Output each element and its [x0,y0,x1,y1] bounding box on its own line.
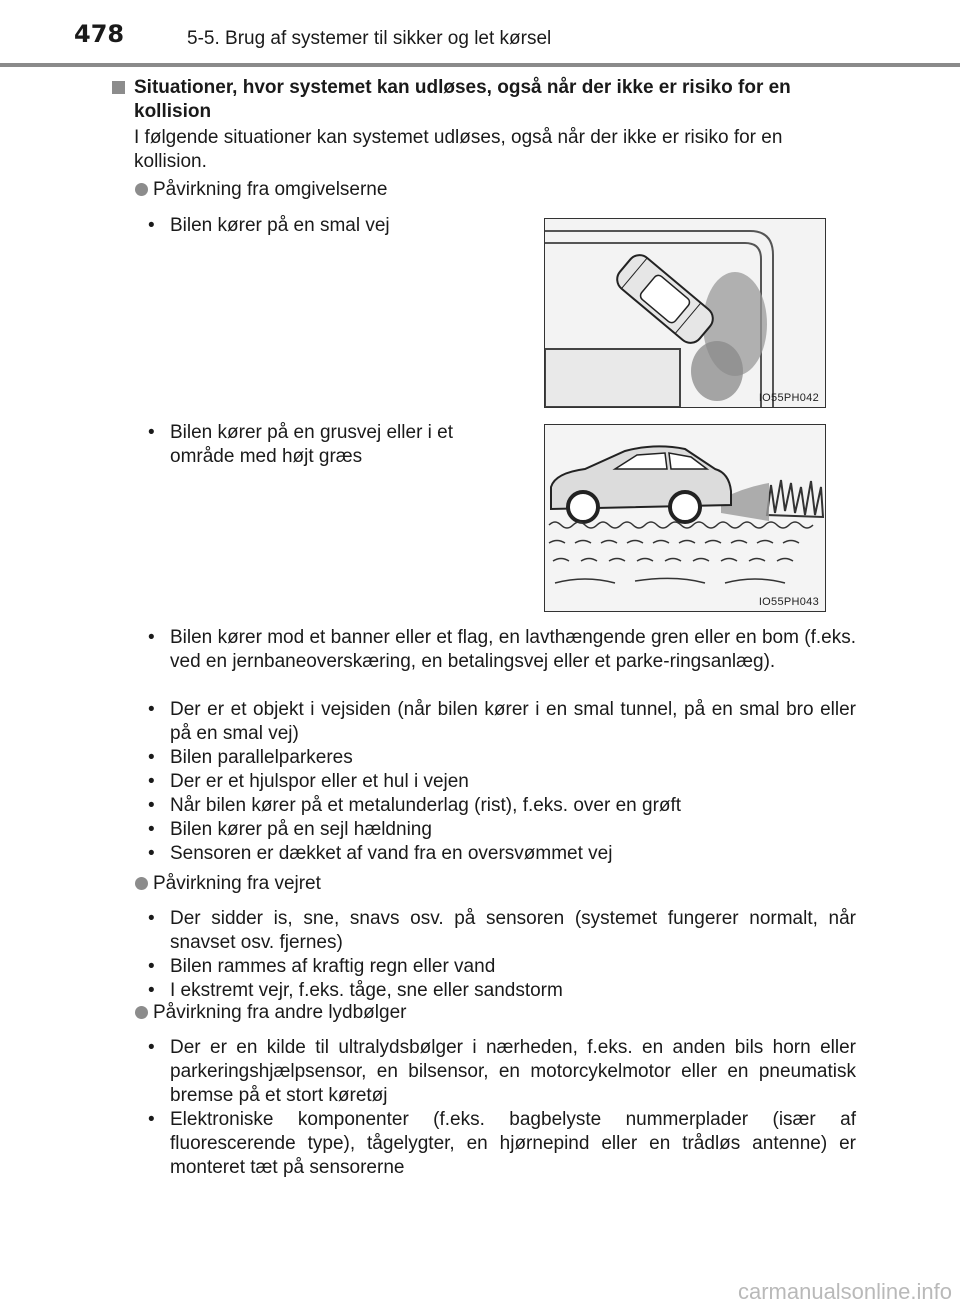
list-bullet: • [148,422,155,443]
list-bullet: • [148,1109,155,1130]
circle-bullet-icon [135,877,148,890]
list-bullet: • [148,771,155,792]
list-item-text: Der er et hjulspor eller et hul i vejen [170,771,469,792]
weather-item-list [148,907,858,1003]
list-item [148,770,858,794]
list-item-text: Der er et objekt i vejsiden (når bilen kører i en smal tunnel, på en smal bro eller på en smal vej) [170,699,856,744]
list-item [148,698,858,746]
list-item [148,1036,858,1108]
figure-code: IO55PH042 [758,392,819,404]
category-sound-label: Påvirkning fra andre lydbølger [153,1002,407,1023]
figure-narrow-road [544,218,826,408]
figure-code: IO55PH043 [758,596,819,608]
gravel-road-illustration [545,425,825,611]
list-bullet: • [148,908,155,929]
list-item-text: Bilen kører mod et banner eller et flag, en lavthængende gren eller en bom (f.eks. ved en jernbaneoverskæring, en betalingsvej eller et parke-ringsanlæg). [170,627,856,672]
list-bullet: • [148,956,155,977]
list-bullet: • [148,215,155,236]
list-item-text: Bilen kører på en sejl hældning [170,819,432,840]
figure-item-gravel-road: Bilen kører på en grusvej eller i et område med højt græs [170,422,454,467]
list-item [148,1108,858,1180]
category-environment-label: Påvirkning fra omgivelserne [153,179,388,200]
list-item [148,626,858,698]
list-bullet: • [148,819,155,840]
list-item-text: Der er en kilde til ultralydsbølger i nærheden, f.eks. en anden bils horn eller parkeringshjælpsensor, en bilsensor, en motorcykelmotor eller en pneumatisk bremse på et stort køretøj [170,1037,856,1106]
list-item-text: Bilen parallelparkeres [170,747,353,768]
list-item-text: Sensoren er dækket af vand fra en oversvømmet vej [170,843,613,864]
list-bullet: • [148,627,155,648]
sound-item-list [148,1036,858,1180]
list-item [148,907,858,955]
list-item-text: Der sidder is, sne, snavs osv. på sensoren (systemet fungerer normalt, når snavset osv. fjernes) [170,908,856,953]
list-item [148,746,858,770]
list-item [148,955,858,979]
list-item [148,979,858,1003]
list-item-text: Bilen rammes af kraftig regn eller vand [170,956,496,977]
environment-item-list [148,626,858,866]
section-heading: Situationer, hvor systemet kan udløses, også når der ikke er risiko for en kollision [134,77,791,122]
page-number: 478 [74,20,125,48]
circle-bullet-icon [135,183,148,196]
section-intro: I følgende situationer kan systemet udløses, også når der ikke er risiko for en kollision. [134,127,783,172]
list-item [148,818,858,842]
figure-gravel-road [544,424,826,612]
list-bullet: • [148,699,155,720]
category-weather-label: Påvirkning fra vejret [153,873,321,894]
watermark: carmanualsonline.info [737,1279,952,1304]
list-bullet: • [148,795,155,816]
chapter-title: 5-5. Brug af systemer til sikker og let kørsel [187,28,552,49]
circle-bullet-icon [135,1006,148,1019]
list-item-text: I ekstremt vejr, f.eks. tåge, sne eller sandstorm [170,980,563,1001]
list-bullet: • [148,747,155,768]
list-bullet: • [148,843,155,864]
list-item-text: Elektroniske komponenter (f.eks. bagbelyste nummerplader (især af fluorescerende type), tågelygter, en hjørnepind eller en trådløs antenne) er monteret tæt på sensorerne [170,1109,856,1178]
list-bullet: • [148,980,155,1001]
header-divider [0,63,960,67]
list-item [148,842,858,866]
list-bullet: • [148,1037,155,1058]
figure-item-narrow-road: Bilen kører på en smal vej [170,215,390,236]
list-item [148,794,858,818]
list-item-text: Når bilen kører på et metalunderlag (rist), f.eks. over en grøft [170,795,682,816]
square-bullet-icon [112,81,125,94]
narrow-road-illustration [545,219,825,407]
